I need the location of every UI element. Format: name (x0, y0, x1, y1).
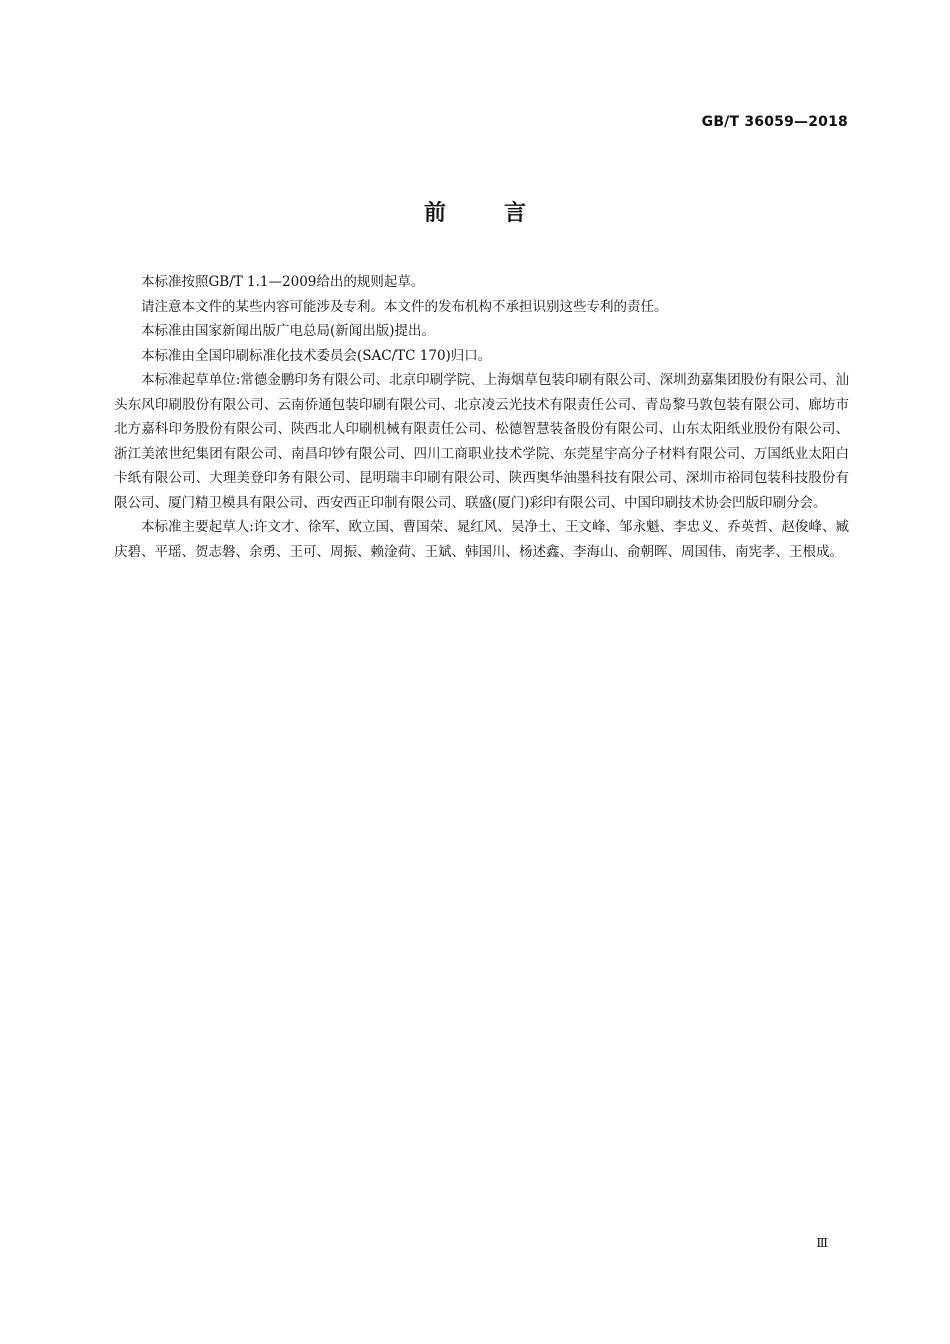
paragraph-responsible-committee: 本标准由全国印刷标准化技术委员会(SAC/TC 170)归口。 (141, 347, 492, 364)
paragraph-drafting-rules: 本标准按照GB/T 1.1—2009给出的规则起草。 (141, 274, 425, 290)
standard-number: GB/T 36059—2018 (701, 114, 848, 130)
paragraph-drafting-organizations: 本标准起草单位:常德金鹏印务有限公司、北京印刷学院、上海烟草包装印刷有限公司、深圳劲嘉集团股份有限公司、汕头东风印刷股份有限公司、云南侨通包装印刷有限公司、北京凌云光技术有限责任公司、青岛黎马敦包装有限公司、廊坊市北方嘉科印务股份有限公司、陕西北人印刷机械有限责任公司、松德智慧装备股份有限公司、山东太阳纸业股份有限公司、浙江美浓世纪集团有限公司、南昌印钞有限公司、四川工商职业技术学院、东莞星宇高分子材料有限公司、万国纸业太阳白卡纸有限公司、大理美登印务有限公司、昆明瑞丰印刷有限公司、陕西奥华油墨科技有限公司、深圳市裕同包装科技股份有限公司、厦门精卫模具有限公司、西安西正印制有限公司、联盛(厦门)彩印有限公司、中国印刷技术协会凹版印刷分会。 (114, 372, 849, 511)
foreword-body (114, 270, 849, 564)
paragraph-main-drafters: 本标准主要起草人:许文才、徐军、欧立国、曹国荣、晁红风、吴净土、王文峰、邹永魁、李忠义、乔英哲、赵俊峰、臧庆碧、平瑶、贺志磐、余勇、王可、周振、赖淦荷、王斌、韩国川、杨述鑫、李海山、俞朝晖、周国伟、南宪孝、王根成。 (114, 519, 849, 560)
paragraph-patent-notice: 请注意本文件的某些内容可能涉及专利。本文件的发布机构不承担识别这些专利的责任。 (141, 298, 668, 315)
page-title: 前言 (423, 201, 584, 226)
paragraph-proposer: 本标准由国家新闻出版广电总局(新闻出版)提出。 (141, 323, 436, 339)
page-number: Ⅲ (816, 1236, 828, 1250)
